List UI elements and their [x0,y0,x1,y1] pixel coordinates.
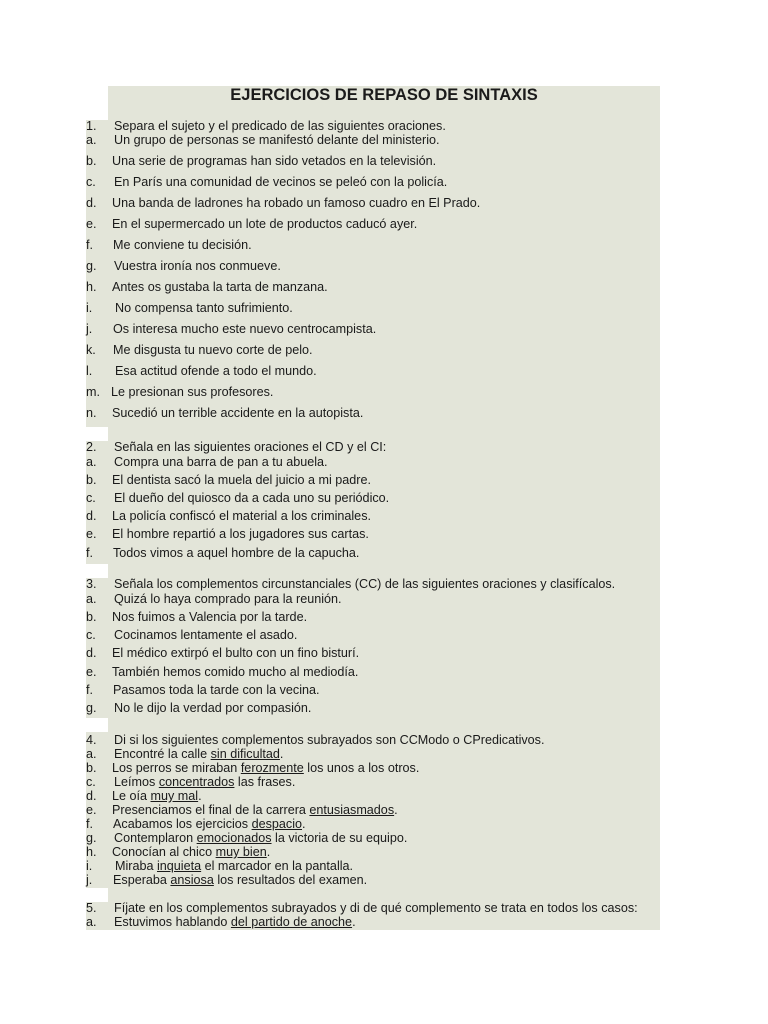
underlined-complement: concentrados [158,775,235,789]
item-marker: e. [86,217,97,231]
underlined-complement: del partido de anoche [230,915,353,929]
item-text [114,592,342,606]
item-marker: d. [86,789,97,803]
item-marker: f. [86,683,93,697]
sentence-text: Me conviene tu decisión. [113,238,252,252]
sentence-text: Contemplaron [114,831,197,845]
item-text [114,455,328,469]
sentence-text: Pasamos toda la tarde con la vecina. [113,683,320,697]
sentence-text: El hombre repartió a los jugadores sus cartas. [112,527,369,541]
sentence-text: También hemos comido mucho al mediodía. [112,665,359,679]
item-marker: j. [86,322,93,336]
item-marker: c. [86,175,96,189]
sentence-text: Miraba [115,859,157,873]
sentence-text: Encontré la calle [114,747,211,761]
sentence-text: . [302,817,306,831]
item-marker: n. [86,406,97,420]
item-marker: a. [86,747,97,761]
sentence-text: Acabamos los ejercicios [113,817,252,831]
item-marker: a. [86,915,97,929]
sentence-text: No compensa tanto sufrimiento. [115,301,293,315]
sentence-text: Todos vimos a aquel hombre de la capucha. [113,546,360,560]
item-text [115,301,293,315]
item-marker: c. [86,775,96,789]
item-marker: j. [86,873,93,887]
instruction-text: Fíjate en los complementos subrayados y di de qué complemento se trata en todos los casos: [114,901,638,915]
sentence-text: Los perros se miraban [112,761,241,775]
item-marker: f. [86,817,93,831]
sentence-text: Nos fuimos a Valencia por la tarde. [112,610,308,624]
sentence-text: Me disgusta tu nuevo corte de pelo. [113,343,313,357]
sentence-text: No le dijo la verdad por compasión. [114,701,312,715]
sentence-text: . [279,747,284,761]
item-marker: 4. [86,733,97,747]
sentence-text: La policía confiscó el material a los criminales. [112,509,371,523]
sentence-text: Esperaba [113,873,171,887]
item-marker: 1. [86,119,97,133]
item-text [113,322,376,336]
sentence-text: Antes os gustaba la tarta de manzana. [112,280,328,294]
item-marker: i. [86,301,93,315]
sentence-text: Esa actitud ofende a todo el mundo. [115,364,317,378]
item-text [112,646,359,660]
item-text [113,546,359,560]
highlight-band [108,564,660,578]
item-text [112,845,270,859]
item-text [114,491,389,505]
underlined-complement: ansiosa [170,873,214,887]
item-text [114,831,407,845]
item-marker: g. [86,831,97,845]
instruction-text: Señala los complementos circunstanciales (CC) de las siguientes oraciones y clasifícalos. [114,577,616,591]
item-marker: b. [86,473,97,487]
item-text [114,701,311,715]
underlined-complement: despacio [251,817,303,831]
underlined-complement: muy bien [215,845,267,859]
sentence-text: . [394,803,398,817]
item-text [112,803,398,817]
sentence-text: El dentista sacó la muela del juicio a mi padre. [112,473,372,487]
item-marker: e. [86,803,97,817]
item-text [113,683,320,697]
item-marker: l. [86,364,93,378]
item-text [111,385,273,399]
item-marker: a. [86,455,97,469]
underlined-complement: entusiasmados [309,803,395,817]
item-marker: f. [86,546,93,560]
item-text [113,817,306,831]
item-text [115,364,317,378]
sentence-text: Cocinamos lentamente el asado. [114,628,298,642]
item-marker: m. [86,385,100,399]
item-marker: 3. [86,577,97,591]
item-marker: i. [86,859,93,873]
item-text [112,509,371,523]
sentence-text: En París una comunidad de vecinos se peleó con la policía. [114,175,448,189]
item-text [114,175,447,189]
item-text [114,259,281,273]
sentence-text: Quizá lo haya comprado para la reunión. [114,592,342,606]
instruction-text: Señala en las siguientes oraciones el CD y el CI: [114,440,387,454]
item-text [112,196,480,210]
sentence-text: los resultados del examen. [213,873,368,887]
sentence-text: el marcador en la pantalla. [201,859,354,873]
sentence-text: Una banda de ladrones ha robado un famoso cuadro en El Prado. [112,196,481,210]
item-text [113,873,367,887]
sentence-text: Una serie de programas han sido vetados en la televisión. [112,154,437,168]
sentence-text: . [352,915,356,929]
sentence-text: . [198,789,202,803]
item-text [112,761,419,775]
sentence-text: El dueño del quiosco da a cada uno su periódico. [114,491,390,505]
item-marker: 2. [86,440,97,454]
highlight-band [108,888,660,902]
item-text [114,628,297,642]
document-title: EJERCICIOS DE REPASO DE SINTAXIS [230,86,538,104]
item-marker: e. [86,527,97,541]
item-marker: k. [86,343,96,357]
sentence-text: Sucedió un terrible accidente en la autopista. [112,406,364,420]
underlined-complement: ferozmente [240,761,304,775]
highlight-band [108,718,660,732]
item-marker: d. [86,196,97,210]
sentence-text: Un grupo de personas se manifestó delante del ministerio. [114,133,440,147]
item-marker: 5. [86,901,97,915]
item-marker: b. [86,154,97,168]
sentence-text: los unos a los otros. [303,761,420,775]
instruction-text: Separa el sujeto y el predicado de las siguientes oraciones. [114,119,446,133]
sentence-text: Conocían al chico [112,845,216,859]
item-text [112,610,307,624]
item-marker: b. [86,761,97,775]
underlined-complement: sin dificultad [210,747,280,761]
sentence-text: . [266,845,271,859]
item-text [114,747,283,761]
item-marker: a. [86,592,97,606]
item-marker: c. [86,491,96,505]
sentence-text: las frases. [234,775,296,789]
sentence-text: la victoria de su equipo. [271,831,408,845]
item-text [112,154,436,168]
item-text [112,665,358,679]
item-text [112,527,369,541]
item-text [112,406,363,420]
item-marker: d. [86,646,97,660]
sentence-text: Compra una barra de pan a tu abuela. [114,455,328,469]
item-text [112,217,417,231]
instruction-text: Di si los siguientes complementos subrayados son CCModo o CPredicativos. [114,733,545,747]
highlight-band [108,427,660,441]
item-marker: c. [86,628,96,642]
item-marker: f. [86,238,93,252]
item-text [112,789,202,803]
sentence-text: Estuvimos hablando [114,915,231,929]
item-text [112,473,371,487]
item-marker: g. [86,701,97,715]
sentence-text: Os interesa mucho este nuevo centrocampista. [113,322,377,336]
underlined-complement: muy mal [150,789,199,803]
sentence-text: Le presionan sus profesores. [111,385,274,399]
item-text [114,775,295,789]
sentence-text: En el supermercado un lote de productos caducó ayer. [112,217,418,231]
sentence-text: Le oía [112,789,151,803]
item-text [114,133,440,147]
item-text [114,915,356,929]
underlined-complement: inquieta [157,859,202,873]
item-text [113,238,252,252]
item-text [115,859,353,873]
sentence-text: Presenciamos el final de la carrera [112,803,310,817]
sentence-text: Leímos [114,775,159,789]
sentence-text: Vuestra ironía nos conmueve. [114,259,281,273]
item-marker: h. [86,845,97,859]
item-marker: d. [86,509,97,523]
item-marker: e. [86,665,97,679]
item-text [112,280,328,294]
item-marker: g. [86,259,97,273]
item-text [113,343,313,357]
item-marker: a. [86,133,97,147]
underlined-complement: emocionados [196,831,272,845]
item-marker: b. [86,610,97,624]
item-marker: h. [86,280,97,294]
sentence-text: El médico extirpó el bulto con un fino bisturí. [112,646,360,660]
